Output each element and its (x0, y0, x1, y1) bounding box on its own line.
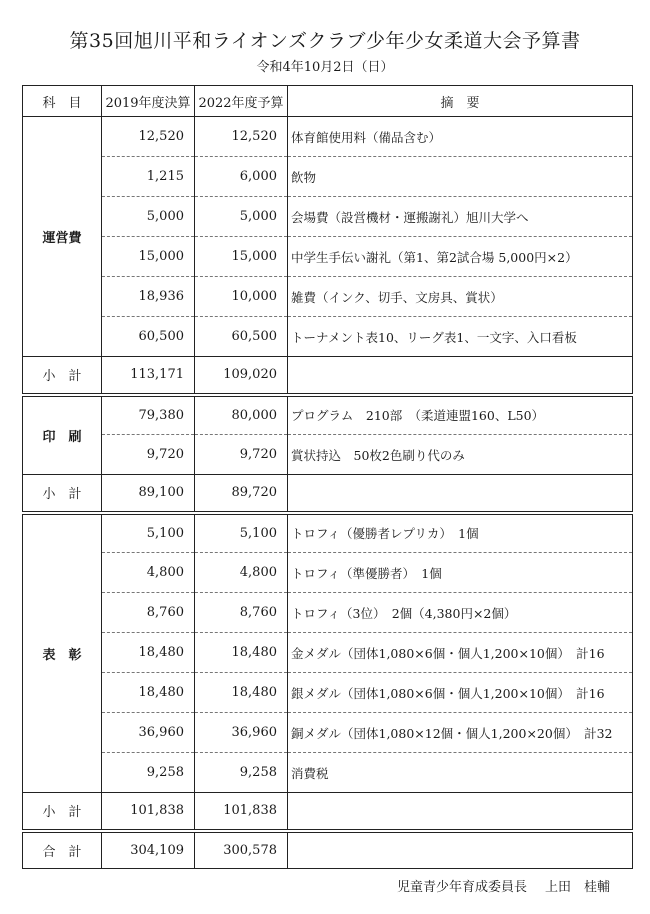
actual-2019-cell: 18,936 (102, 277, 195, 317)
category-cell: 印 刷 (23, 395, 102, 475)
total-label: 合 計 (23, 831, 102, 869)
subtotal-label: 小 計 (23, 357, 102, 395)
summary-cell: 銀メダル（団体1,080×6個・個人1,200×10個） 計16 (288, 673, 633, 713)
document-date: 令和4年10月2日（日） (256, 60, 394, 75)
budget-2022-cell: 9,720 (195, 435, 288, 475)
table-row (23, 277, 633, 317)
subtotal-summary (288, 357, 633, 395)
summary-cell: トロフィ（3位） 2個（4,380円×2個） (288, 593, 633, 633)
table-row (23, 713, 633, 753)
budget-2022-cell: 18,480 (195, 633, 288, 673)
actual-2019-cell: 36,960 (102, 713, 195, 753)
summary-cell: 中学生手伝い謝礼（第1、第2試合場 5,000円×2） (288, 237, 633, 277)
subtotal-label: 小 計 (23, 475, 102, 513)
budget-2022-cell: 15,000 (195, 237, 288, 277)
budget-2022-cell: 5,100 (195, 513, 288, 553)
actual-2019-cell: 8,760 (102, 593, 195, 633)
table-row (23, 435, 633, 475)
header-category: 科 目 (23, 86, 102, 117)
summary-cell: 金メダル（団体1,080×6個・個人1,200×10個） 計16 (288, 633, 633, 673)
summary-cell: 消費税 (288, 753, 633, 793)
table-row (23, 117, 633, 157)
header-actual-2019: 2019年度決算 (102, 86, 195, 117)
summary-cell: トロフィ（準優勝者） 1個 (288, 553, 633, 593)
subtotal-summary (288, 793, 633, 831)
summary-cell: トロフィ（優勝者レプリカ） 1個 (288, 513, 633, 553)
table-row (23, 237, 633, 277)
summary-cell: 雑費（インク、切手、文房具、賞状） (288, 277, 633, 317)
budget-2022-cell: 80,000 (195, 395, 288, 435)
actual-2019-cell: 18,480 (102, 633, 195, 673)
budget-2022-cell: 4,800 (195, 553, 288, 593)
actual-2019-cell: 1,215 (102, 157, 195, 197)
document-title: 第35回旭川平和ライオンズクラブ少年少女柔道大会予算書 (69, 30, 581, 52)
table-row (23, 553, 633, 593)
header-summary: 摘 要 (288, 86, 633, 117)
actual-2019-cell: 5,100 (102, 513, 195, 553)
category-cell: 表 彰 (23, 513, 102, 793)
budget-2022-cell: 6,000 (195, 157, 288, 197)
subtotal-budget-2022: 101,838 (195, 793, 288, 831)
budget-2022-cell: 10,000 (195, 277, 288, 317)
table-header-row (23, 86, 633, 117)
budget-2022-cell: 18,480 (195, 673, 288, 713)
summary-cell: 会場費（設営機材・運搬謝礼）旭川大学へ (288, 197, 633, 237)
table-row (23, 513, 633, 553)
actual-2019-cell: 5,000 (102, 197, 195, 237)
subtotal-budget-2022: 89,720 (195, 475, 288, 513)
subtotal-budget-2022: 109,020 (195, 357, 288, 395)
summary-cell: 飲物 (288, 157, 633, 197)
subtotal-row (23, 475, 633, 513)
summary-cell: 賞状持込 50枚2色刷り代のみ (288, 435, 633, 475)
subtotal-row (23, 357, 633, 395)
budget-2022-cell: 60,500 (195, 317, 288, 357)
summary-cell: 銅メダル（団体1,080×12個・個人1,200×20個） 計32 (288, 713, 633, 753)
category-cell: 運営費 (23, 117, 102, 357)
subtotal-actual-2019: 113,171 (102, 357, 195, 395)
summary-cell: トーナメント表10、リーグ表1、一文字、入口看板 (288, 317, 633, 357)
subtotal-label: 小 計 (23, 793, 102, 831)
signature-role: 児童青少年育成委員長 (396, 880, 527, 895)
summary-cell: 体育館使用料（備品含む） (288, 117, 633, 157)
actual-2019-cell: 18,480 (102, 673, 195, 713)
actual-2019-cell: 9,258 (102, 753, 195, 793)
header-budget-2022: 2022年度予算 (195, 86, 288, 117)
budget-table-body (23, 117, 633, 869)
total-actual-2019: 304,109 (102, 831, 195, 869)
table-row (23, 197, 633, 237)
actual-2019-cell: 4,800 (102, 553, 195, 593)
budget-2022-cell: 12,520 (195, 117, 288, 157)
total-summary (288, 831, 633, 869)
subtotal-row (23, 793, 633, 831)
table-row (23, 753, 633, 793)
table-row (23, 395, 633, 435)
table-row (23, 317, 633, 357)
budget-table (22, 85, 633, 869)
signature-name: 上田 桂輔 (544, 880, 610, 895)
budget-2022-cell: 36,960 (195, 713, 288, 753)
actual-2019-cell: 60,500 (102, 317, 195, 357)
table-row (23, 593, 633, 633)
table-row (23, 157, 633, 197)
subtotal-actual-2019: 89,100 (102, 475, 195, 513)
table-row (23, 673, 633, 713)
subtotal-summary (288, 475, 633, 513)
budget-2022-cell: 8,760 (195, 593, 288, 633)
actual-2019-cell: 79,380 (102, 395, 195, 435)
summary-cell: プログラム 210部 （柔道連盟160、L50） (288, 395, 633, 435)
grand-total-row (23, 831, 633, 869)
budget-2022-cell: 5,000 (195, 197, 288, 237)
signature (379, 876, 610, 895)
actual-2019-cell: 9,720 (102, 435, 195, 475)
total-budget-2022: 300,578 (195, 831, 288, 869)
table-row (23, 633, 633, 673)
actual-2019-cell: 12,520 (102, 117, 195, 157)
subtotal-actual-2019: 101,838 (102, 793, 195, 831)
budget-2022-cell: 9,258 (195, 753, 288, 793)
actual-2019-cell: 15,000 (102, 237, 195, 277)
